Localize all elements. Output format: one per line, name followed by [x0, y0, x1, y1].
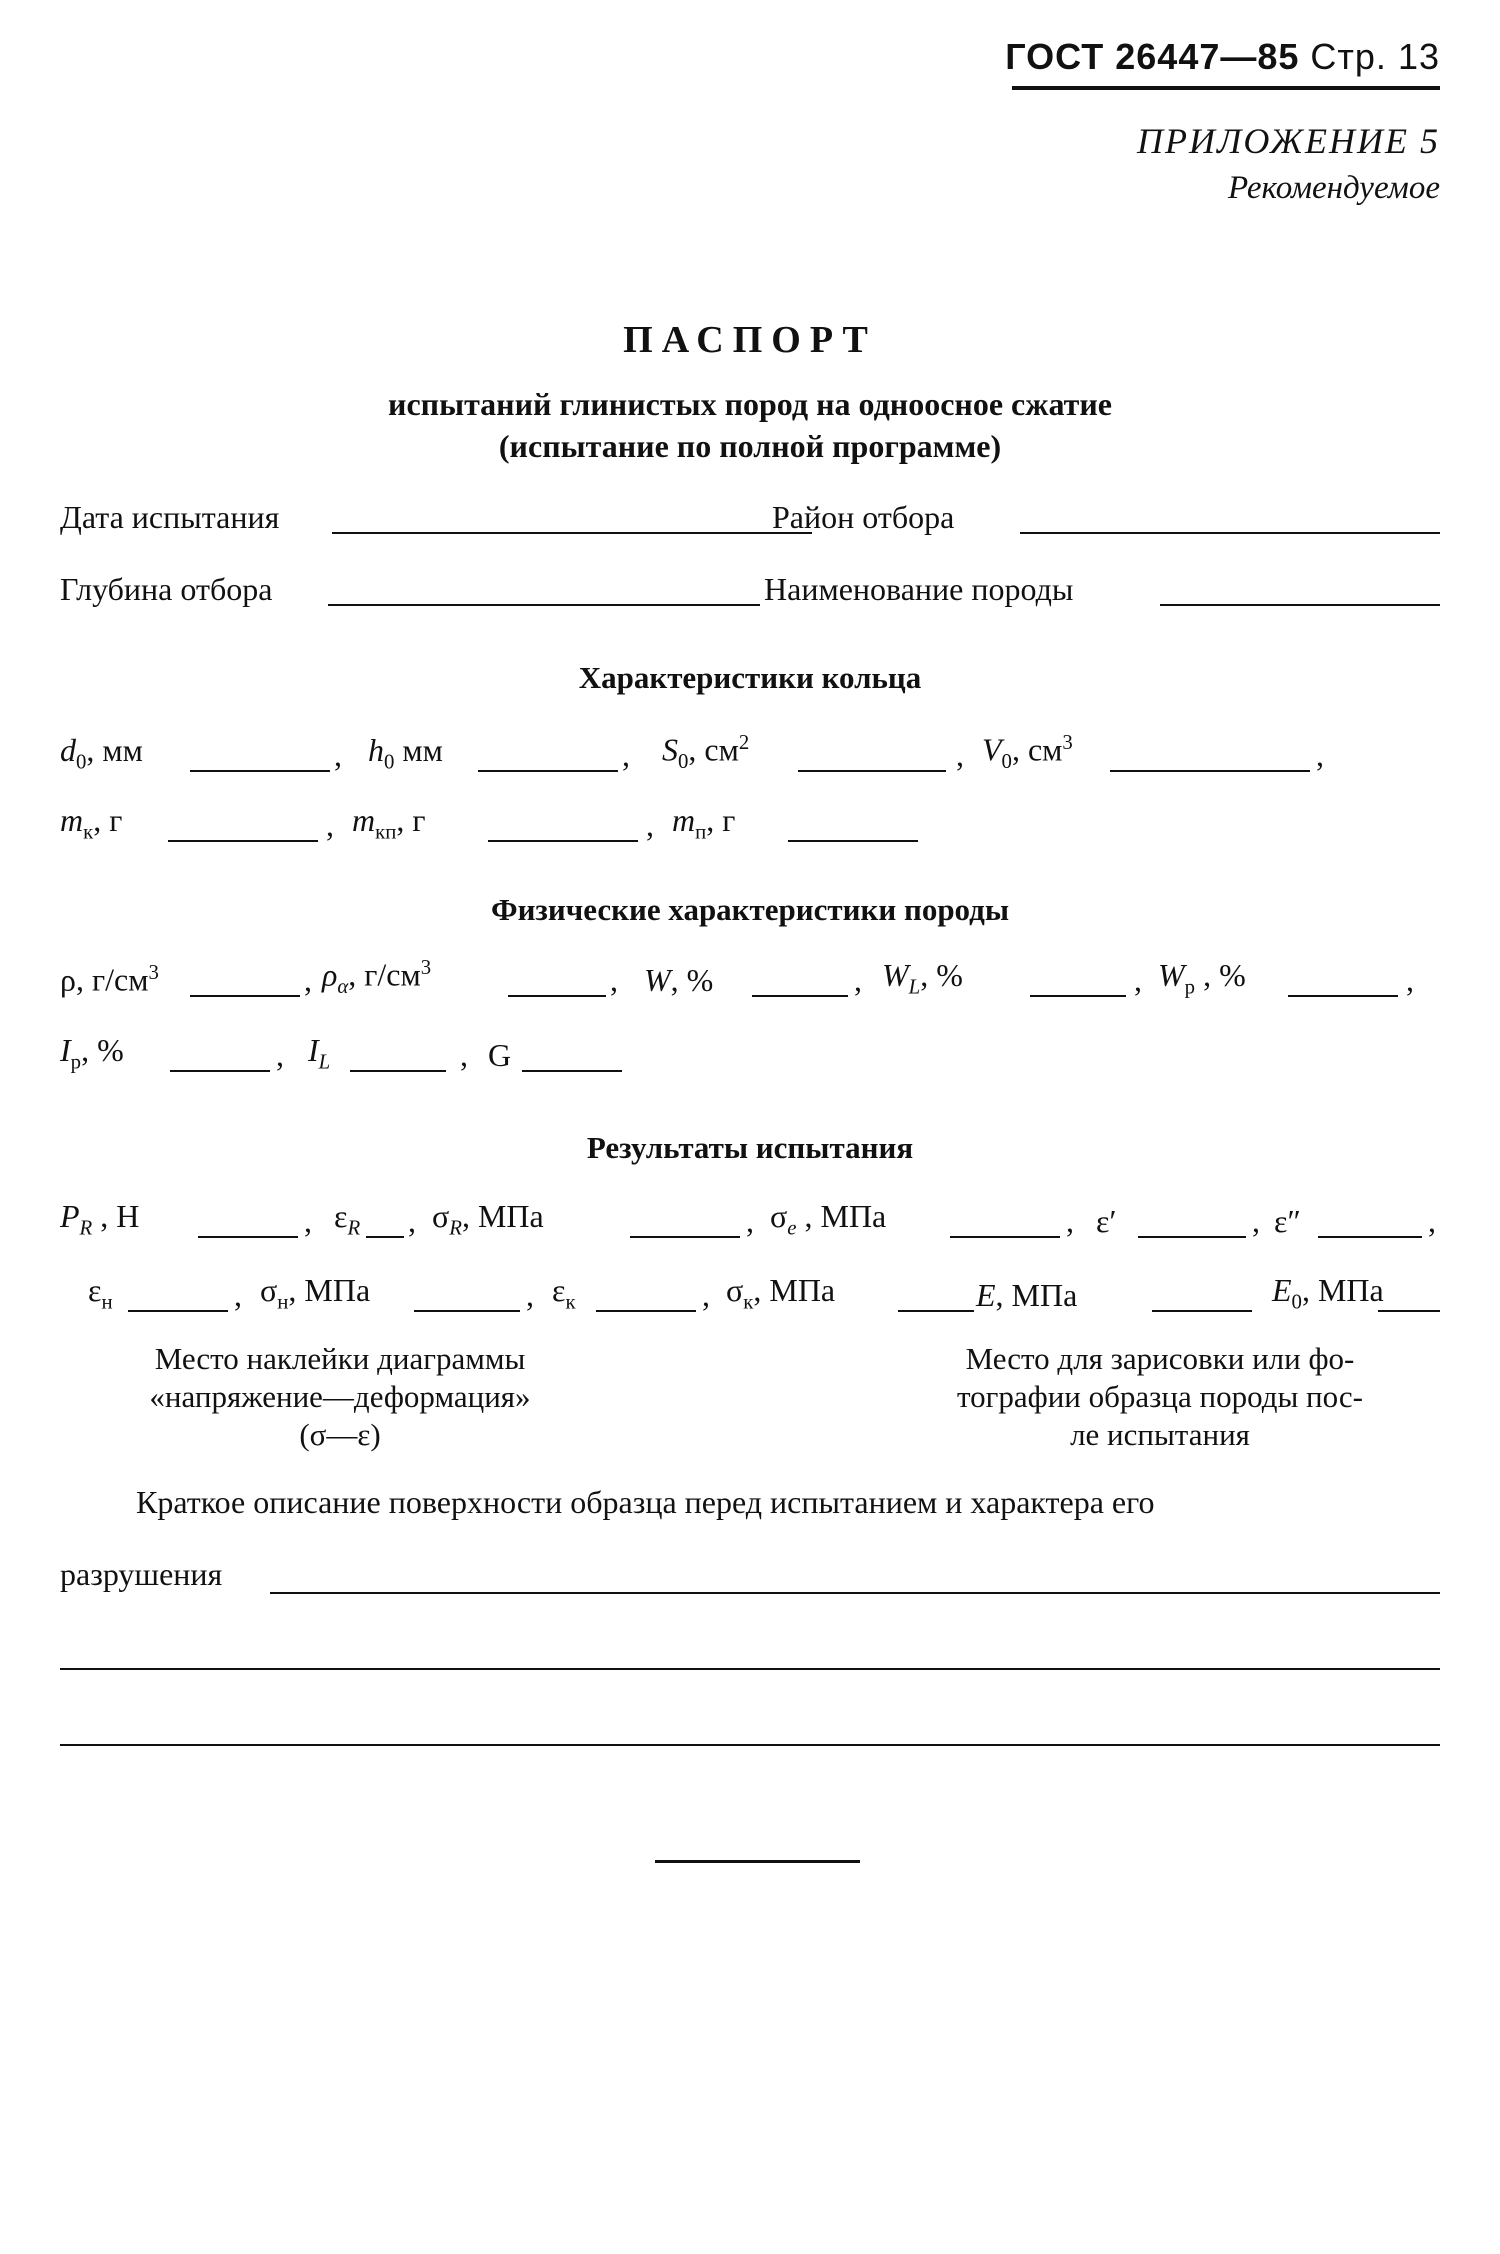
test-date-field[interactable]	[332, 532, 812, 534]
e-modulus-field[interactable]	[1152, 1310, 1252, 1312]
mkp-field[interactable]	[488, 840, 638, 842]
g-label: G	[488, 1037, 512, 1073]
w-field[interactable]	[752, 995, 848, 997]
ip-field[interactable]	[170, 1070, 270, 1072]
appendix-title: ПРИЛОЖЕНИЕ 5	[1137, 121, 1440, 161]
appendix-block	[1137, 120, 1440, 207]
photo-placeholder	[880, 1340, 1440, 1454]
rho-alpha-label: $\rho_\alpha$, $г/см^3$	[322, 955, 432, 998]
sk-field[interactable]	[898, 1310, 974, 1312]
sn-label: $\sigma_н$, МПа	[260, 1271, 371, 1313]
sampling-depth-label: Глубина отбора	[60, 571, 273, 607]
e-double-prime-field[interactable]	[1318, 1236, 1422, 1238]
test-date-label: Дата испытания	[60, 499, 280, 535]
description-field-line-2[interactable]	[60, 1668, 1440, 1670]
g-field[interactable]	[522, 1070, 622, 1072]
e-prime-label: ε′	[1096, 1203, 1117, 1239]
sampling-depth-field[interactable]	[328, 604, 760, 606]
en-label: $\varepsilon_н$	[88, 1271, 113, 1313]
general-row-1	[60, 492, 1440, 542]
pr-field[interactable]	[198, 1236, 298, 1238]
e0-field[interactable]	[1378, 1310, 1440, 1312]
ek-label: $\varepsilon_к$	[552, 1271, 576, 1313]
v0-label: $V_0$, $см^3$	[982, 730, 1073, 773]
rho-label: ρ, $г/см^3$	[60, 961, 159, 998]
il-label: $I_L$	[308, 1031, 331, 1073]
diagram-placeholder-line-3: (σ—ε)	[299, 1417, 381, 1452]
mk-field[interactable]	[168, 840, 318, 842]
er-field[interactable]	[366, 1236, 404, 1238]
pr-label: $P_R$ , Н	[60, 1197, 140, 1239]
rho-field[interactable]	[190, 995, 300, 997]
d0-label: $d_0$, мм	[60, 731, 143, 773]
sr-label: $\sigma_R$, МПа	[432, 1197, 544, 1239]
h0-label: $h_0$ мм	[368, 731, 443, 773]
results-row-2: $\varepsilon_н$ , $\sigma_н$, МПа , $\varepsilon_к$ , $\sigma_к$, МПа E, МПа $E_0$, МПа	[60, 1270, 1440, 1320]
end-rule	[655, 1860, 860, 1863]
sk-label: $\sigma_к$, МПа	[726, 1271, 836, 1313]
sn-field[interactable]	[414, 1310, 520, 1312]
description-field-label: разрушения	[60, 1556, 223, 1592]
wp-label: $W_p$ , %	[1158, 956, 1246, 998]
e-modulus-label: E, МПа	[976, 1277, 1078, 1313]
d0-field[interactable]	[190, 770, 330, 772]
w-label: W, %	[644, 962, 714, 998]
ring-row-1: $d_0$, мм , $h_0$ мм , $S_0$, $см^2$ , $V_0$, $см^3$ ,	[60, 730, 1324, 773]
rho-alpha-field[interactable]	[508, 995, 606, 997]
s0-field[interactable]	[798, 770, 946, 772]
document-subtitle-2: (испытание по полной программе)	[498, 428, 1002, 464]
document-subtitle-1: испытаний глинистых пород на одноосное сжатие	[388, 386, 1112, 422]
diagram-placeholder-line-1: Место наклейки диаграммы	[154, 1341, 526, 1376]
diagram-placeholder	[60, 1340, 620, 1454]
sampling-area-field[interactable]	[1020, 532, 1440, 534]
diagram-placeholder-line-2: «напряжение—деформация»	[149, 1379, 531, 1414]
ring-row-2: $m_к$, г , $m_{кп}$, г , $m_п$, г	[60, 800, 1440, 850]
page-number: 13	[1397, 36, 1440, 77]
ring-heading: Характеристики кольца	[578, 660, 922, 695]
wl-field[interactable]	[1030, 995, 1126, 997]
header-rule	[1012, 86, 1440, 90]
il-field[interactable]	[350, 1070, 446, 1072]
mp-field[interactable]	[788, 840, 918, 842]
wl-label: $W_L$, %	[882, 956, 963, 998]
physical-row-1: ρ, $г/см^3$ , $\rho_\alpha$, $г/см^3$ , W, % , $W_L$, % , $W_p$ , % ,	[60, 955, 1414, 998]
v0-field[interactable]	[1110, 770, 1310, 772]
results-row-1: $P_R$ , Н , $\varepsilon_R$ , $\sigma_R$, МПа , $\sigma_e$ , МПа , ε′ , ε″ ,	[60, 1197, 1436, 1239]
physical-row-2: $I_p$, % , $I_L$ , G	[60, 1030, 1440, 1080]
general-row-2	[60, 564, 1440, 614]
se-field[interactable]	[950, 1236, 1060, 1238]
e-prime-field[interactable]	[1138, 1236, 1246, 1238]
sampling-area-label: Район отбора	[772, 499, 955, 535]
s0-label: $S_0$, $см^2$	[662, 730, 750, 773]
e0-label: $E_0$, МПа	[1272, 1271, 1384, 1313]
physical-heading: Физические характеристики породы	[490, 892, 1010, 927]
er-label: $\varepsilon_R$	[334, 1197, 361, 1239]
description-text: Краткое описание поверхности образца перед испытанием и характера его	[136, 1484, 1155, 1520]
e-double-prime-label: ε″	[1274, 1203, 1301, 1239]
photo-placeholder-line-3: ле испытания	[1070, 1417, 1250, 1452]
photo-placeholder-line-1: Место для зарисовки или фо-	[965, 1341, 1355, 1376]
standard-number: ГОСТ 26447—85	[1005, 36, 1300, 77]
description-field-line-3[interactable]	[60, 1744, 1440, 1746]
description-field-line-1[interactable]	[270, 1592, 1440, 1594]
page-label: Стр.	[1310, 36, 1387, 77]
document-title: ПАСПОРТ	[623, 319, 877, 361]
ip-label: $I_p$, %	[60, 1031, 124, 1073]
page-header	[1005, 36, 1440, 78]
mp-label: $m_п$, г	[672, 801, 736, 843]
appendix-status: Рекомендуемое	[1227, 170, 1440, 206]
photo-placeholder-line-2: тографии образца породы пос-	[957, 1379, 1363, 1414]
ek-field[interactable]	[596, 1310, 696, 1312]
results-heading: Результаты испытания	[586, 1130, 914, 1165]
description-field-row	[60, 1556, 1440, 1593]
mkp-label: $m_{кп}$, г	[352, 801, 426, 843]
se-label: $\sigma_e$ , МПа	[770, 1197, 887, 1239]
wp-field[interactable]	[1288, 995, 1398, 997]
rock-name-field[interactable]	[1160, 604, 1440, 606]
rock-name-label: Наименование породы	[764, 571, 1074, 607]
sr-field[interactable]	[630, 1236, 740, 1238]
h0-field[interactable]	[478, 770, 618, 772]
en-field[interactable]	[128, 1310, 228, 1312]
mk-label: $m_к$, г	[60, 801, 123, 843]
